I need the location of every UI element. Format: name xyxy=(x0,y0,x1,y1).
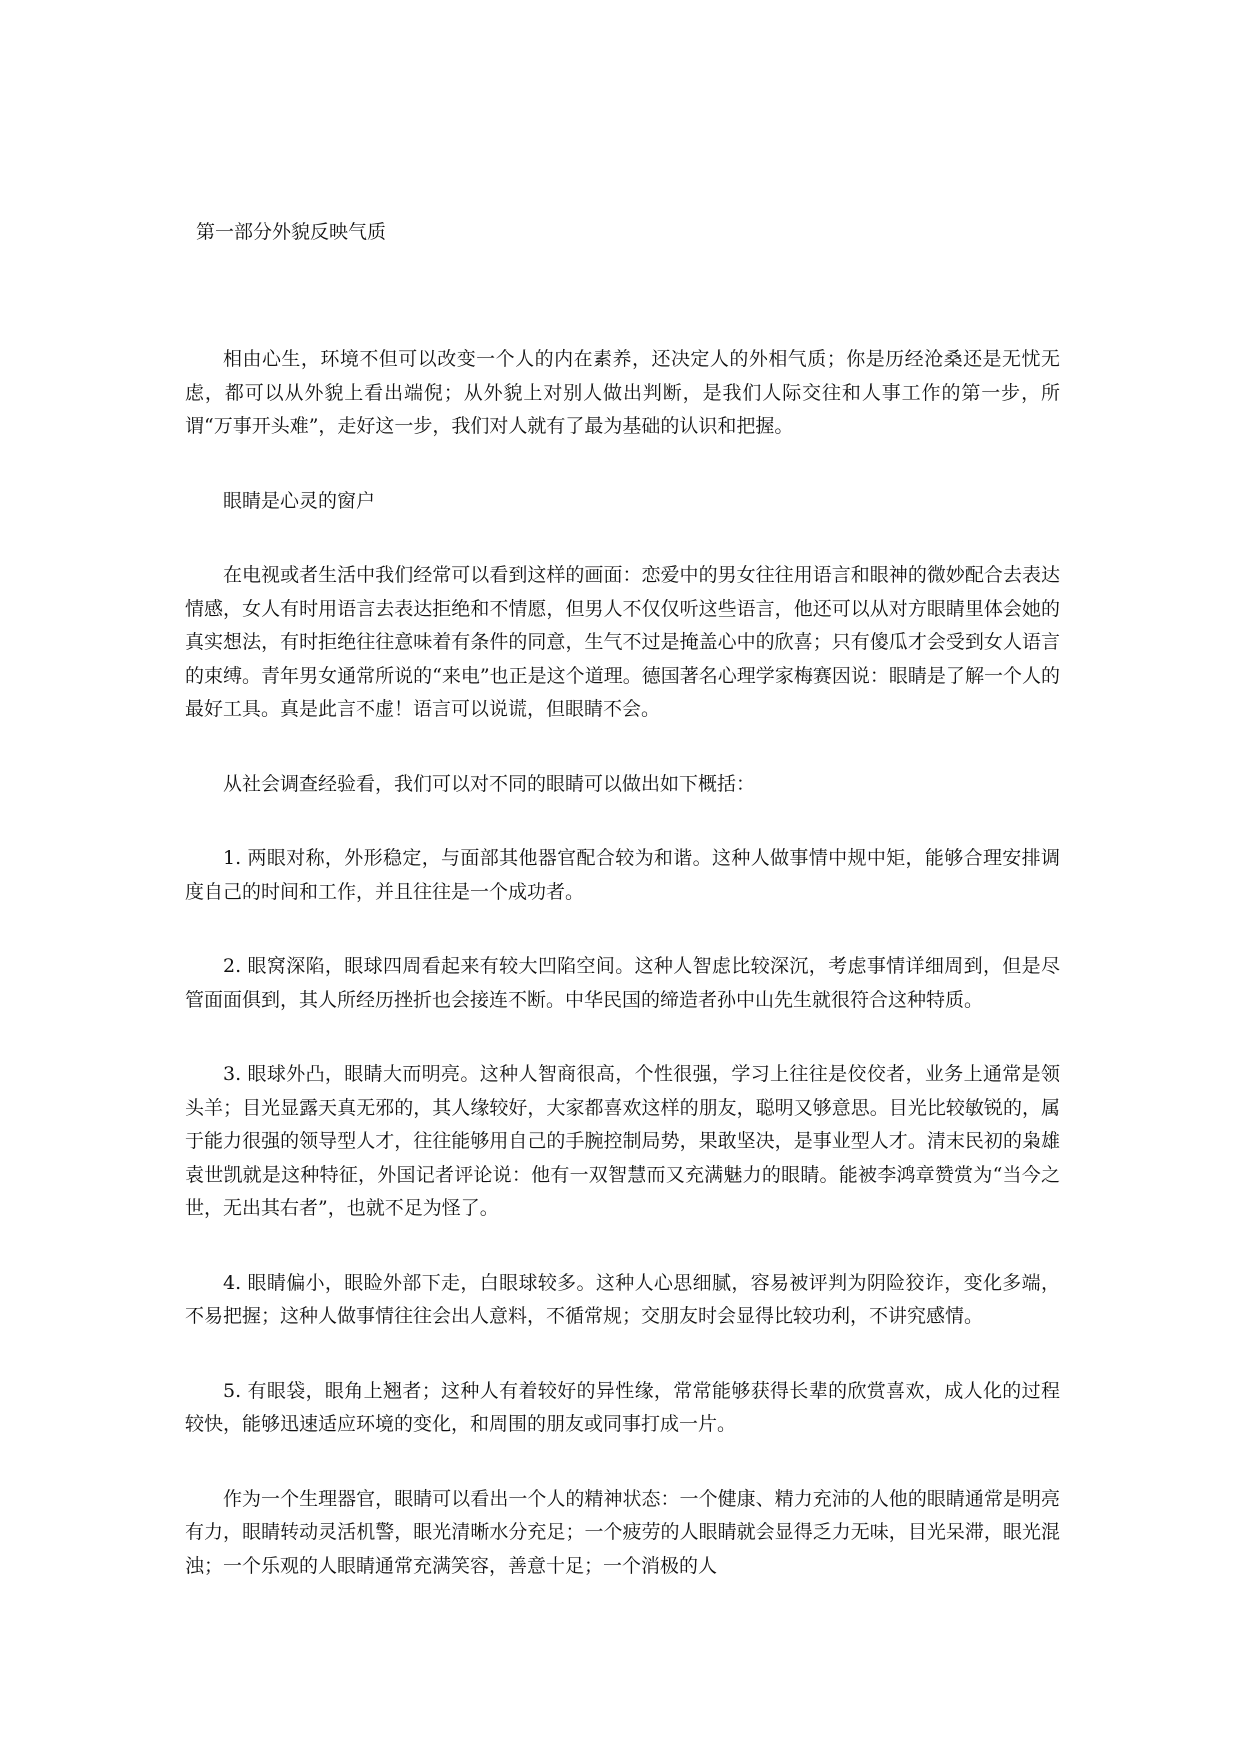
section-title: 第一部分外貌反映气质 xyxy=(196,221,387,243)
body-paragraph: 作为一个生理器官，眼睛可以看出一个人的精神状态：一个健康、精力充沛的人他的眼睛通常是明亮有力，眼睛转动灵活机警，眼光清晰水分充足；一个疲劳的人眼睛就会显得乏力无味，目光呆滞，眼光混浊；一个乐观的人眼睛通常充满笑容，善意十足；一个消极的人 xyxy=(185,1487,1060,1577)
list-item-1: 1. 两眼对称，外形稳定，与面部其他器官配合较为和谐。这种人做事情中规中矩，能够合理安排调度自己的时间和工作，并且往往是一个成功者。 xyxy=(185,847,1060,903)
list-item-3: 3. 眼球外凸，眼睛大而明亮。这种人智商很高，个性很强，学习上往往是佼佼者，业务上通常是领头羊；目光显露天真无邪的，其人缘较好，大家都喜欢这样的朋友，聪明又够意思。目光比较敏锐的，属于能力很强的领导型人才，往往能够用自己的手腕控制局势，果敢坚决，是事业型人才。清末民初的枭雄袁世凯就是这种特征，外国记者评论说：他有一双智慧而又充满魅力的眼睛。能被李鸿章赞赏为“当今之世，无出其右者”，也就不足为怪了。 xyxy=(185,1063,1060,1219)
subheading-eyes: 眼睛是心灵的窗户 xyxy=(223,489,376,512)
list-item-4: 4. 眼睛偏小，眼睑外部下走，白眼球较多。这种人心思细腻，容易被评判为阴险狡诈，变化多端，不易把握；这种人做事情往往会出人意料，不循常规；交朋友时会显得比较功利，不讲究感情。 xyxy=(185,1271,1060,1327)
body-paragraph: 在电视或者生活中我们经常可以看到这样的画面：恋爱中的男女往往用语言和眼神的微妙配合去表达情感，女人有时用语言去表达拒绝和不情愿，但男人不仅仅听这些语言，他还可以从对方眼睛里体会她的真实想法，有时拒绝往往意味着有条件的同意，生气不过是掩盖心中的欣喜；只有傻瓜才会受到女人语言的束缚。青年男女通常所说的“来电”也正是这个道理。德国著名心理学家梅赛因说：眼睛是了解一个人的最好工具。真是此言不虚！语言可以说谎，但眼睛不会。 xyxy=(185,564,1060,720)
intro-paragraph: 相由心生，环境不但可以改变一个人的内在素养，还决定人的外相气质；你是历经沧桑还是无忧无虑，都可以从外貌上看出端倪；从外貌上对别人做出判断，是我们人际交往和人事工作的第一步，所谓“万事开头难”，走好这一步，我们对人就有了最为基础的认识和把握。 xyxy=(185,348,1060,437)
body-paragraph: 从社会调查经验看，我们可以对不同的眼睛可以做出如下概括： xyxy=(223,772,756,795)
document-body xyxy=(185,343,1060,1624)
list-item-5: 5. 有眼袋，眼角上翘者；这种人有着较好的异性缘，常常能够获得长辈的欣赏喜欢，成人化的过程较快，能够迅速适应环境的变化，和周围的朋友或同事打成一片。 xyxy=(185,1379,1060,1435)
list-item-2: 2. 眼窝深陷，眼球四周看起来有较大凹陷空间。这种人智虑比较深沉，考虑事情详细周到，但是尽管面面俱到，其人所经历挫折也会接连不断。中华民国的缔造者孙中山先生就很符合这种特质。 xyxy=(185,955,1060,1011)
